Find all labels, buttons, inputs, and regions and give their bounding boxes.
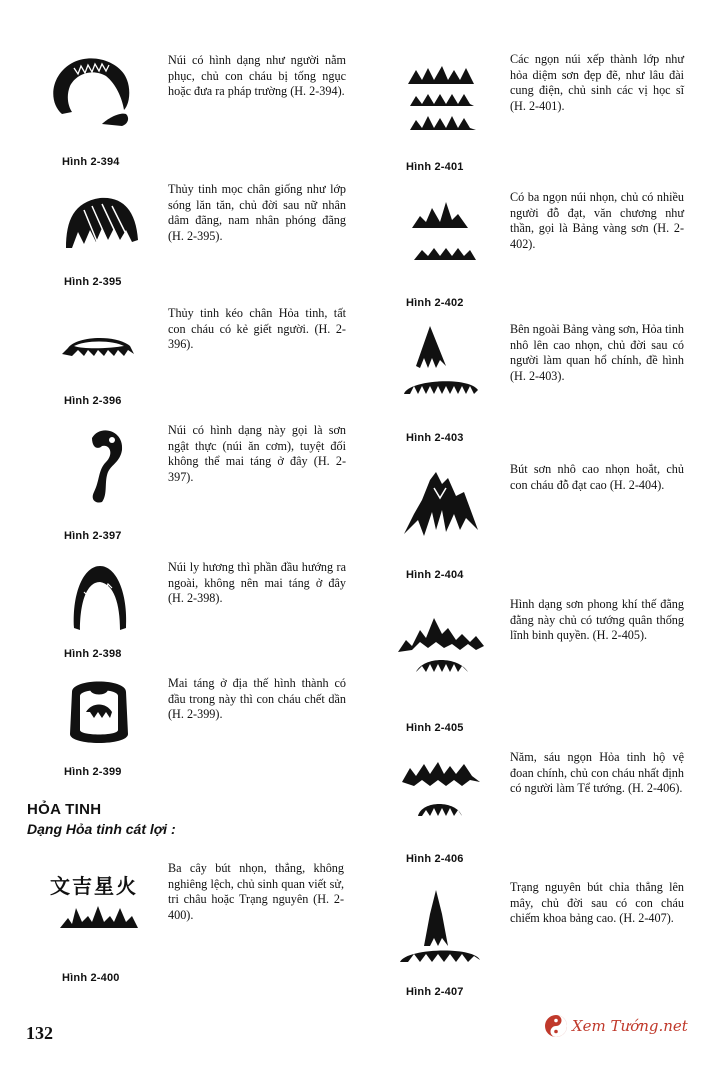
- chinese-characters: 文吉星火: [50, 874, 138, 898]
- figure-2-399: [62, 672, 136, 752]
- section-title: HỎA TINH: [27, 801, 102, 818]
- figure-caption: Hình 2-396: [64, 395, 122, 407]
- figure-description: Bên ngoài Bảng vàng sơn, Hỏa tinh nhô lên cao nhọn, chủ đời sau có người làm quan hổ chính, đề hình (H. 2-403).: [510, 322, 684, 383]
- figure-2-406: [400, 760, 482, 820]
- figure-description: Trạng nguyên bút chỉa thẳng lên mây, chủ đời sau có con cháu chiếm khoa bảng cao. (H. 2-407).: [510, 880, 684, 925]
- figure-caption: Hình 2-404: [406, 569, 464, 581]
- figure-description: Núi có hình dạng này gọi là sơn ngật thực (núi ăn cơm), tuyệt đối không thể mai táng ở đây (H. 2-397).: [168, 423, 346, 484]
- figure-2-403: [402, 322, 482, 400]
- figure-2-394: [44, 52, 140, 128]
- figure-2-407: [398, 884, 482, 964]
- figure-description: Năm, sáu ngọn Hỏa tinh hộ vệ đoan chính, chủ con cháu nhất định có người làm Tể tướng. (H. 2-406).: [510, 750, 684, 795]
- figure-caption: Hình 2-394: [62, 156, 120, 168]
- yin-yang-icon: [544, 1014, 568, 1038]
- figure-description: Thủy tinh kéo chân Hỏa tinh, tất con cháu có kẻ giết người. (H. 2-396).: [168, 306, 346, 351]
- figure-caption: Hình 2-403: [406, 432, 464, 444]
- figure-description: Hình dạng sơn phong khí thế đằng đằng này chủ có tướng quân thống lĩnh binh quyền. (H. 2-405).: [510, 597, 684, 642]
- figure-caption: Hình 2-401: [406, 161, 464, 173]
- figure-2-405: [396, 612, 488, 674]
- figure-caption: Hình 2-395: [64, 276, 122, 288]
- figure-2-396: [58, 328, 140, 362]
- figure-2-404: [402, 470, 482, 542]
- figure-description: Bút sơn nhô cao nhọn hoắt, chủ con cháu đỗ đạt cao (H. 2-404).: [510, 462, 684, 492]
- figure-2-402: [410, 200, 480, 268]
- figure-description: Núi có hình dạng như người nằm phục, chủ con cháu bị tống ngục hoặc đưa ra pháp trường (H. 2-394).: [168, 53, 346, 98]
- figure-2-400: [58, 898, 140, 934]
- figure-description: Ba cây bút nhọn, thẳng, không nghiêng lệch, chủ sinh quan viết sử, tri châu hoặc Trạng nguyên (H. 2-400).: [168, 861, 344, 922]
- figure-2-398: [70, 562, 130, 636]
- figure-description: Mai táng ở địa thế hình thành có đầu trong này thì con cháu chết dần (H. 2-399).: [168, 676, 346, 721]
- section-subtitle: Dạng Hỏa tinh cát lợi :: [27, 821, 176, 837]
- figure-description: Núi ly hương thì phần đầu hướng ra ngoài, không nên mai táng ở đây (H. 2-398).: [168, 560, 346, 605]
- figure-description: Có ba ngọn núi nhọn, chủ có nhiều người đỗ đạt, văn chương như thần, gọi là Bảng vàng sơn (H. 2-402).: [510, 190, 684, 251]
- figure-caption: Hình 2-407: [406, 986, 464, 998]
- figure-caption: Hình 2-399: [64, 766, 122, 778]
- watermark-logo: [544, 1014, 688, 1038]
- figure-caption: Hình 2-406: [406, 853, 464, 865]
- figure-caption: Hình 2-398: [64, 648, 122, 660]
- figure-caption: Hình 2-402: [406, 297, 464, 309]
- figure-2-395: [62, 190, 142, 260]
- figure-description: Thủy tinh mọc chân giống như lớp sóng lăn tăn, chủ đời sau nữ nhân dâm đãng, nam nhân phóng đãng (H. 2-395).: [168, 182, 346, 243]
- figure-2-401: [404, 64, 480, 134]
- figure-description: Các ngọn núi xếp thành lớp như hỏa diệm sơn đẹp đẽ, như lâu đài cung điện, chủ sinh các vị học sĩ (H. 2-401).: [510, 52, 684, 113]
- figure-caption: Hình 2-400: [62, 972, 120, 984]
- figure-caption: Hình 2-397: [64, 530, 122, 542]
- figure-2-397: [62, 422, 134, 506]
- page-number: 132: [26, 1023, 53, 1043]
- figure-caption: Hình 2-405: [406, 722, 464, 734]
- watermark-text: Xem Tướng.net: [572, 1017, 688, 1035]
